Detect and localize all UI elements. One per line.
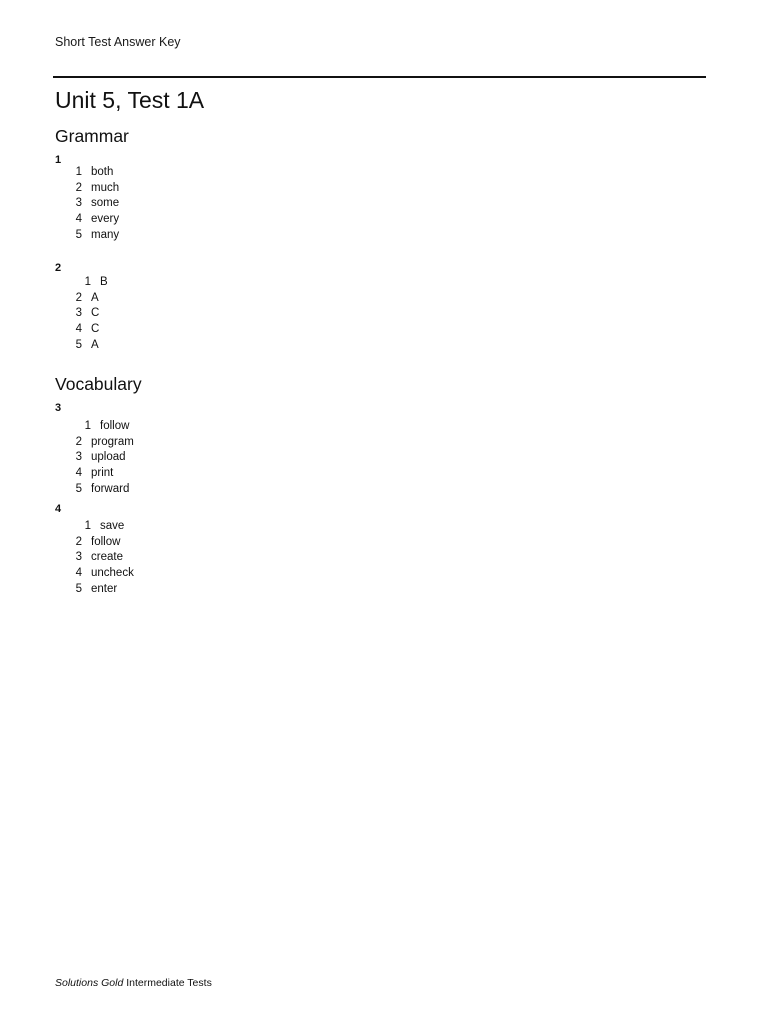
item-answer: much: [91, 181, 120, 194]
list-item: [55, 582, 134, 598]
list-item: [55, 419, 134, 435]
item-number: 5: [75, 582, 82, 595]
answer-list-exercise-2: [55, 275, 108, 354]
list-item: [55, 322, 108, 338]
item-answer: every: [91, 213, 120, 226]
list-item: [55, 566, 134, 582]
list-item: [55, 535, 134, 551]
item-number: 3: [75, 551, 82, 564]
list-item: [55, 291, 108, 307]
item-number: 4: [75, 467, 82, 480]
exercise-number-1: 1: [55, 154, 62, 166]
item-answer: both: [91, 166, 114, 178]
list-item: [55, 212, 119, 228]
item-number: 4: [75, 323, 82, 336]
item-answer: B: [100, 276, 108, 288]
item-number: 4: [75, 213, 82, 226]
item-answer: A: [91, 338, 99, 351]
item-number: 3: [75, 307, 82, 320]
item-answer: A: [91, 291, 99, 304]
item-answer: print: [91, 467, 114, 480]
list-item: [55, 228, 119, 244]
item-answer: upload: [91, 451, 126, 464]
list-item: [55, 550, 134, 566]
item-number: 1: [84, 520, 91, 532]
exercise-number-3: 3: [55, 402, 62, 414]
header-divider: [53, 76, 706, 78]
item-number: 2: [75, 435, 82, 448]
item-answer: follow: [91, 535, 121, 548]
page-title: Unit 5, Test 1A: [55, 87, 205, 113]
list-item: [55, 165, 119, 181]
section-heading-grammar: Grammar: [55, 126, 129, 146]
list-item: [55, 196, 119, 212]
answer-list-exercise-1: [55, 165, 119, 244]
list-item: [55, 466, 134, 482]
footer-series-suffix: Intermediate Tests: [123, 977, 212, 989]
item-answer: enter: [91, 582, 118, 595]
item-number: 3: [75, 451, 82, 464]
item-number: 2: [75, 291, 82, 304]
item-number: 5: [75, 228, 82, 241]
item-number: 2: [75, 181, 82, 194]
item-answer: uncheck: [91, 567, 134, 580]
exercise-number-4: 4: [55, 503, 62, 515]
exercise-number-2: 2: [55, 262, 62, 274]
item-answer: create: [91, 551, 123, 564]
item-number: 1: [84, 420, 91, 432]
item-number: 5: [75, 338, 82, 351]
item-number: 2: [75, 535, 82, 548]
list-item: [55, 275, 108, 291]
item-answer: some: [91, 197, 120, 210]
list-item: [55, 306, 108, 322]
item-number: 1: [84, 276, 91, 288]
list-item: [55, 435, 134, 451]
document-header-label: Short Test Answer Key: [55, 35, 181, 49]
item-number: 3: [75, 197, 82, 210]
answer-list-exercise-3: [55, 419, 134, 498]
item-answer: save: [100, 520, 125, 532]
item-answer: program: [91, 435, 134, 448]
item-number: 5: [75, 482, 82, 495]
item-number: 1: [75, 166, 82, 178]
item-answer: C: [91, 323, 100, 336]
list-item: [55, 519, 134, 535]
list-item: [55, 181, 119, 197]
footer-series-name: Solutions Gold: [55, 977, 124, 989]
item-answer: follow: [100, 420, 130, 432]
answer-list-exercise-4: [55, 519, 134, 598]
list-item: [55, 338, 108, 354]
item-answer: many: [91, 228, 120, 241]
item-number: 4: [75, 567, 82, 580]
list-item: [55, 482, 134, 498]
section-heading-vocabulary: Vocabulary: [55, 374, 142, 394]
page-footer: [55, 977, 212, 990]
item-answer: C: [91, 307, 100, 320]
item-answer: forward: [91, 482, 130, 495]
list-item: [55, 450, 134, 466]
